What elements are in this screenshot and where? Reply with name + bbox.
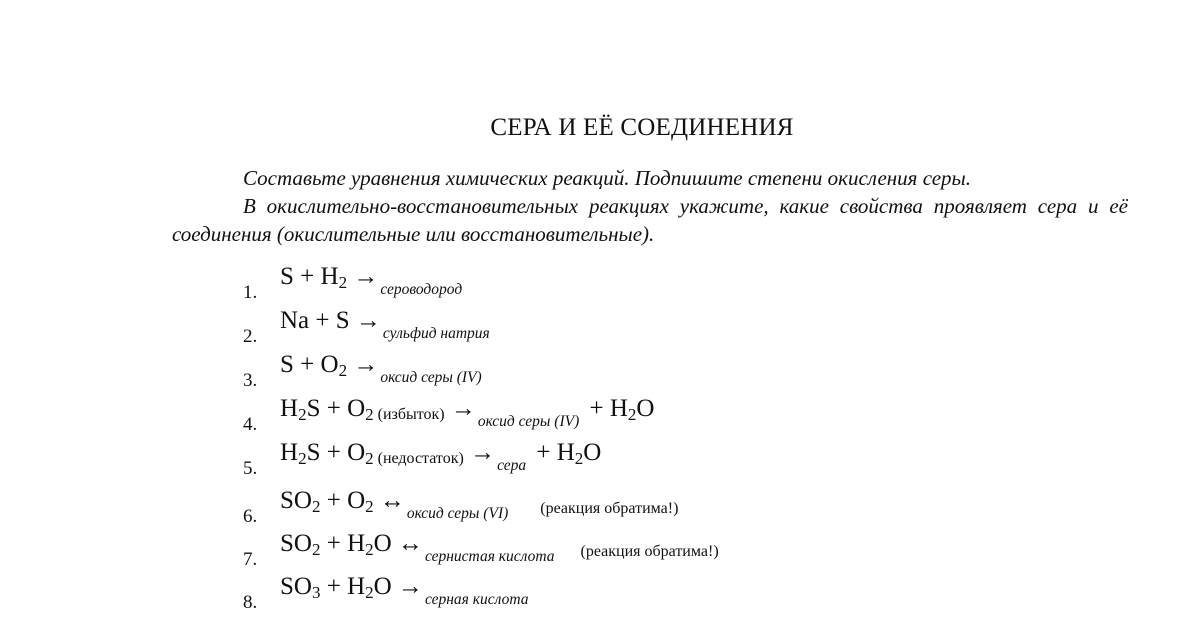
document-title: СЕРА И ЕЁ СОЕДИНЕНИЯ bbox=[490, 114, 794, 141]
subscript: 2 bbox=[365, 405, 374, 424]
subscript: 2 bbox=[298, 405, 307, 424]
instructions bbox=[172, 164, 1128, 248]
condition: (недостаток) bbox=[373, 450, 464, 467]
formula-text: O → bbox=[373, 573, 423, 600]
formula-text: H bbox=[280, 395, 299, 422]
item-number: 6. bbox=[243, 506, 258, 527]
subscript: 2 bbox=[627, 405, 637, 424]
formula-text: H bbox=[280, 439, 299, 466]
subscript: 2 bbox=[365, 449, 374, 468]
instruction-line-1: Составьте уравнения химических реакций. Подпишите степени окисления серы. bbox=[243, 166, 972, 190]
formula-text: ↔ bbox=[373, 487, 405, 514]
subscript: 2 bbox=[574, 449, 584, 468]
reversible-note: (реакция обратима!) bbox=[540, 500, 679, 517]
subscript: 2 bbox=[311, 540, 321, 559]
formula-text: Na + S → bbox=[280, 307, 381, 334]
instruction-line-2: В окислительно-восстановительных реакциях укажите, какие свойства проявляет сера и её соединения (окислительные или восстановительные). bbox=[172, 194, 1128, 246]
formula-text: → bbox=[463, 439, 496, 466]
formula-text: + H bbox=[320, 573, 366, 600]
product-name: оксид серы (IV) bbox=[477, 413, 580, 430]
formula-text: + O bbox=[320, 487, 366, 514]
item-number: 8. bbox=[243, 592, 258, 613]
item-number: 7. bbox=[243, 549, 258, 570]
formula-text: O bbox=[583, 439, 602, 466]
subscript: 2 bbox=[298, 449, 307, 468]
condition: (избыток) bbox=[373, 406, 445, 423]
subscript: 2 bbox=[365, 583, 374, 602]
formula-text: O ↔ bbox=[373, 530, 423, 557]
product-name: сернистая кислота bbox=[424, 548, 555, 565]
subscript: 2 bbox=[338, 273, 348, 292]
product-name: сера bbox=[497, 457, 527, 474]
product-name: оксид серы (IV) bbox=[380, 369, 482, 386]
formula-text: S + O bbox=[306, 439, 366, 466]
product-name: серная кислота bbox=[424, 591, 529, 608]
item-number: 4. bbox=[243, 414, 258, 435]
item-number: 2. bbox=[243, 326, 258, 347]
formula-text: S + O bbox=[306, 395, 366, 422]
formula-text: → bbox=[347, 351, 379, 378]
product-name: оксид серы (VI) bbox=[406, 505, 509, 522]
formula-text: SO bbox=[280, 530, 312, 557]
product-name: сероводород bbox=[380, 281, 463, 298]
subscript: 3 bbox=[311, 583, 321, 602]
item-number: 1. bbox=[243, 282, 258, 303]
formula-text: S + H bbox=[280, 263, 339, 290]
product-name: сульфид натрия bbox=[382, 325, 490, 342]
formula-text: S + O bbox=[280, 351, 339, 378]
subscript: 2 bbox=[338, 361, 348, 380]
item-number: 5. bbox=[243, 458, 258, 479]
formula-text: O bbox=[636, 395, 655, 422]
formula-text: SO bbox=[280, 573, 312, 600]
formula-text: → bbox=[444, 395, 476, 422]
formula-text: → bbox=[347, 263, 379, 290]
subscript: 2 bbox=[311, 497, 321, 516]
formula-text: + H bbox=[583, 395, 628, 422]
equation bbox=[280, 567, 532, 620]
subscript: 2 bbox=[365, 497, 374, 516]
item-number: 3. bbox=[243, 370, 258, 391]
formula-text: + H bbox=[530, 439, 575, 466]
formula-text: + H bbox=[320, 530, 366, 557]
reversible-note: (реакция обратима!) bbox=[580, 543, 719, 560]
equation bbox=[280, 433, 601, 486]
subscript: 2 bbox=[365, 540, 374, 559]
formula-text: SO bbox=[280, 487, 312, 514]
